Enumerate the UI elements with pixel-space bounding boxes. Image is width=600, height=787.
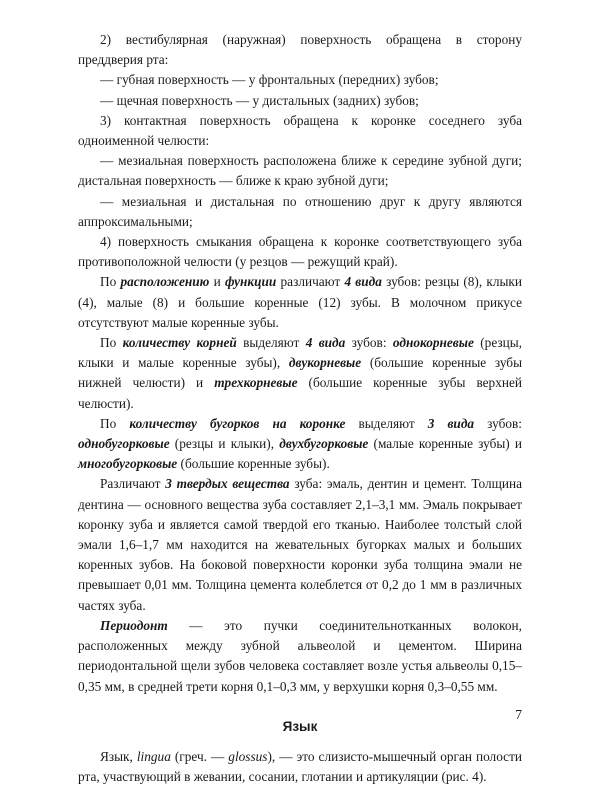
item-contact-surface: 3) контактная поверхность обращена к коронке соседнего зуба одноименной челюсти: <box>78 112 522 149</box>
item-buccal-surface: — щечная поверхность — у дистальных (задних) зубов; <box>100 92 419 108</box>
item-mesial-surface: — мезиальная поверхность расположена ближе к середине зубной дуги; дистальная поверхность — ближе к краю зубной дуги; <box>78 153 522 189</box>
page-number: 7 <box>515 707 522 722</box>
paragraph-tubercle-count: По количеству бугорков на коронке выделяют 3 вида зубов: однобугорковые (резцы и клыки), двухбугорковые (малые коренные зубы) и многобугорковые (большие коренные зубы). <box>78 415 523 472</box>
item-approximal-surfaces: — мезиальная и дистальная по отношению друг к другу являются аппроксимальными; <box>78 193 522 229</box>
paragraph-periodont: Периодонт — это пучки соединительнотканных волокон, расположенных между зубной альвеолой и цементом. Ширина периодонтальной щели зубов человека составляет возле устья альвеолы 0,15–0,35 мм, в средней трети корня 0,1–0,3 мм, у верхушки корня 0,3–0,55 мм. <box>78 617 522 694</box>
paragraph-tongue: Язык, lingua (греч. — glossus), — это слизисто-мышечный орган полости рта, участвующий в жевании, сосании, глотании и артикуляции (рис. 4). <box>78 748 523 784</box>
item-occlusal-surface: 4) поверхность смыкания обращена к коронке соответствующего зуба противоположной челюсти (у резцов — режущий край). <box>78 234 522 270</box>
page-body <box>78 30 522 787</box>
paragraph-location-function: По расположению и функции различают 4 вида зубов: резцы (8), клыки (4), малые (8) и большие коренные (12) зубы. В молочном прикусе отсутствуют малые коренные зубы. <box>78 274 522 330</box>
paragraph-root-count: По количеству корней выделяют 4 вида зубов: однокорневые (резцы, клыки и малые коренные зубы), двукорневые (большие коренные зубы нижней челюсти) и трехкорневые (большие коренные зубы верхней челюсти). <box>78 335 523 411</box>
section-title: Язык <box>282 718 318 734</box>
item-labial-surface: — губная поверхность — у фронтальных (передних) зубов; <box>100 72 439 88</box>
paragraph-hard-tissues: Различают 3 твердых вещества зуба: эмаль, дентин и цемент. Толщина дентина — основного вещества зуба составляет 2,1–3,1 мм. Эмаль покрывает коронку зуба и является самой твердой его тканью. Наиболее толстый слой эмали 1,6–1,7 мм находится на жевательных бугорках малых и больших коренных зубов. На боковой поверхности коронки зуба толщина эмали не превышает 0,01 мм. Толщина цемента колеблется от 0,2 до 1 мм в различных частях зуба. <box>78 476 522 613</box>
item-vestibular-surface: 2) вестибулярная (наружная) поверхность обращена в сторону преддверия рта: <box>78 32 522 68</box>
